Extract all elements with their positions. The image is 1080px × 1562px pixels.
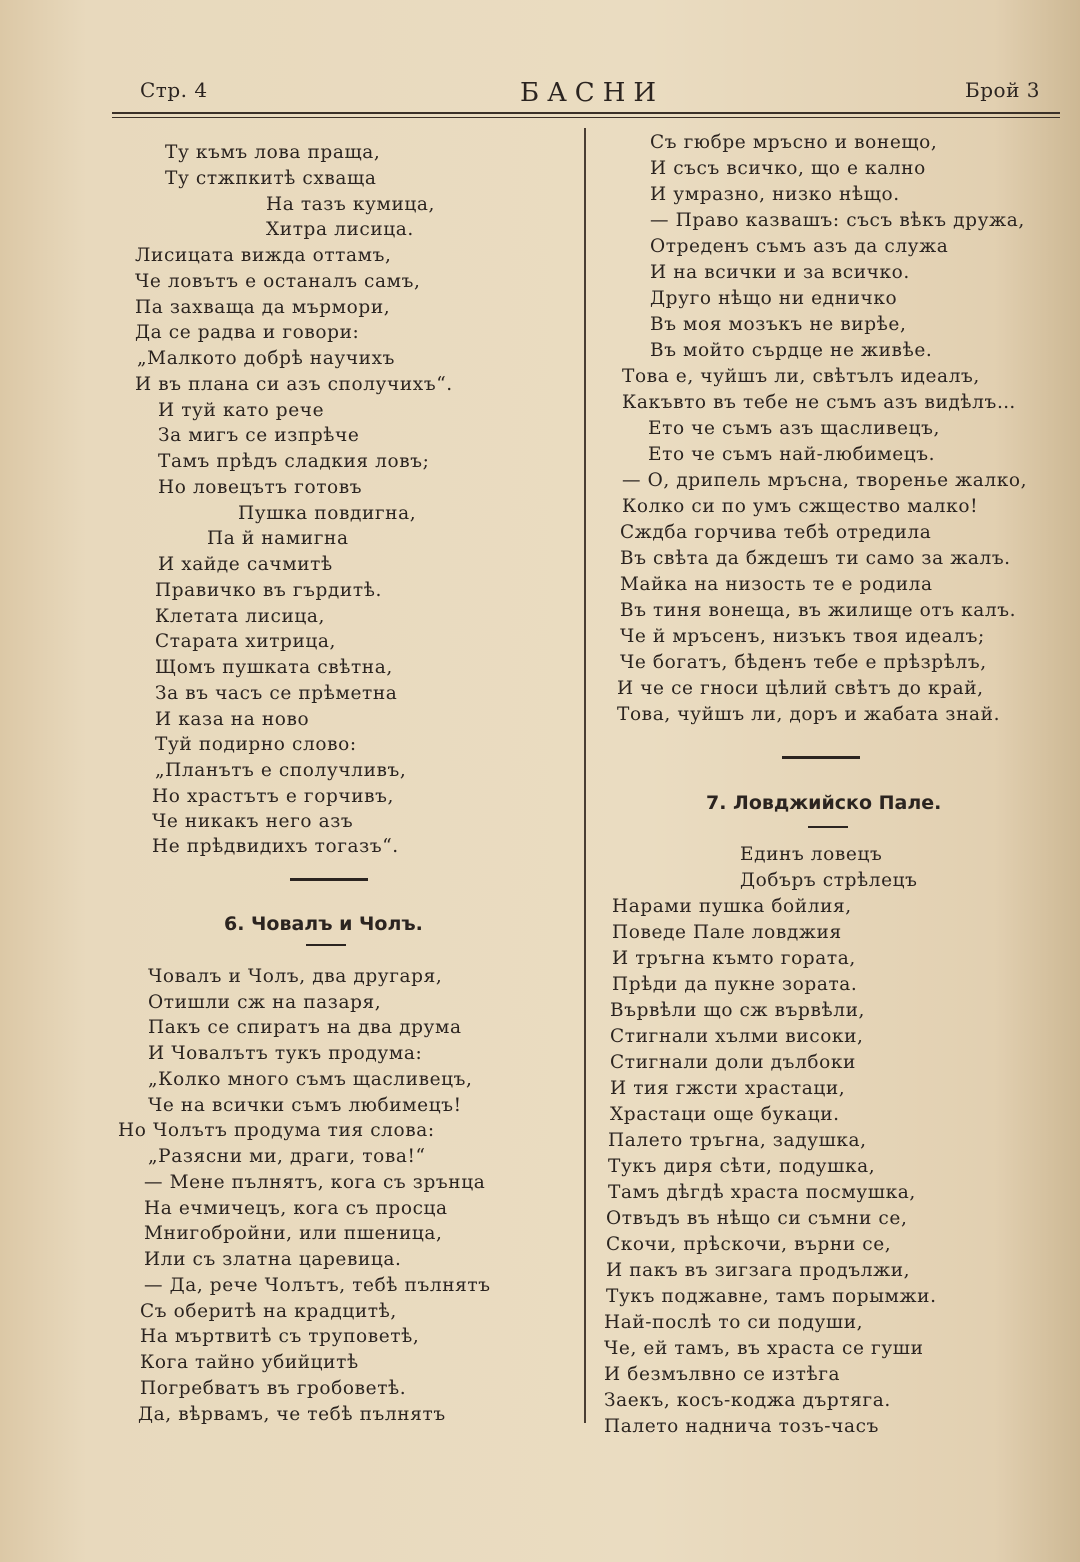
page-number: Стр. 4: [140, 78, 208, 102]
section-separator: [290, 878, 368, 881]
verse-line: Ето че съмъ азъ щасливецъ,: [648, 418, 940, 439]
verse-line: Но храстътъ е горчивъ,: [152, 786, 395, 807]
verse-line: И туй като рече: [158, 400, 325, 421]
verse-line: Тукъ диря сѣти, подушка,: [608, 1156, 876, 1177]
column-divider: [584, 128, 586, 1423]
verse-line: Да, вѣрвамъ, че тебѣ пълнятъ: [138, 1404, 446, 1425]
header-rule-thin: [112, 117, 1060, 118]
verse-line: Кога тайно убийцитѣ: [140, 1352, 359, 1373]
verse-line: Съ гюбре мръсно и вонещо,: [650, 132, 938, 153]
verse-line: И тръгна къмто гората,: [612, 948, 856, 969]
verse-line: Въ свѣта да бждешъ ти само за жалъ.: [620, 548, 1011, 569]
verse-line: Това, чуйшъ ли, доръ и жабата знай.: [617, 704, 1001, 725]
verse-line: Прѣди да пукне зората.: [612, 974, 858, 995]
verse-line: И тия гжсти храстаци,: [610, 1078, 846, 1099]
verse-line: Че никакъ него азъ: [152, 811, 354, 832]
verse-line: Ето че съмъ най-любимецъ.: [648, 444, 936, 465]
verse-line: Хитра лисица.: [266, 219, 414, 240]
fable-7-title: 7. Ловджийско Пале.: [706, 792, 942, 814]
verse-line: И въ плана си азъ сполучихъ“.: [135, 374, 453, 395]
verse-line: Вървѣли що сж вървѣли,: [610, 1000, 865, 1021]
verse-line: Не прѣдвидихъ тогазъ“.: [152, 836, 399, 857]
verse-line: Най-послѣ то си подуши,: [604, 1312, 864, 1333]
verse-line: Майка на низость те е родила: [620, 574, 933, 595]
verse-line: „Малкото добрѣ научихъ: [137, 348, 396, 369]
verse-line: Въ мойто сърдце не живѣе.: [650, 340, 933, 361]
verse-line: Ту стжпкитѣ схваща: [165, 168, 377, 189]
verse-line: Да се радва и говори:: [135, 322, 360, 343]
verse-line: Ту къмъ лова праща,: [165, 142, 381, 163]
verse-line: И хайде сачмитѣ: [158, 554, 333, 575]
verse-line: Палето тръгна, задушка,: [608, 1130, 867, 1151]
verse-line: Скочи, прѣскочи, върни се,: [606, 1234, 892, 1255]
verse-line: — Мене пълнятъ, кога съ зрънца: [144, 1172, 486, 1193]
verse-line: Правичко въ гърдитѣ.: [155, 580, 382, 601]
verse-line: Човалъ и Чолъ, два другаря,: [148, 966, 443, 987]
verse-line: Че на всички съмъ любимецъ!: [148, 1095, 462, 1116]
verse-line: Колко си по умъ сжщество малко!: [622, 496, 979, 517]
verse-line: И на всички и за всичко.: [650, 262, 910, 283]
verse-line: Храстаци още букаци.: [610, 1104, 840, 1125]
verse-line: Отреденъ съмъ азъ да служа: [650, 236, 949, 257]
verse-line: Отвъдъ въ нѣщо си съмни се,: [606, 1208, 908, 1229]
verse-line: — О, дрипель мръсна, творенье жалко,: [622, 470, 1028, 491]
header-rule: [112, 112, 1060, 114]
running-header: [140, 78, 1040, 108]
verse-line: За въ часъ се прѣметна: [155, 683, 398, 704]
verse-line: Пушка повдигна,: [238, 503, 417, 524]
title-underline: [808, 826, 848, 828]
verse-line: Че й мръсенъ, низъкъ твоя идеалъ;: [620, 626, 985, 647]
verse-line: На мъртвитѣ съ труповетѣ,: [140, 1326, 420, 1347]
verse-line: Тукъ поджавне, тамъ порымжи.: [606, 1286, 937, 1307]
verse-line: Погребватъ въ гробоветѣ.: [140, 1378, 407, 1399]
verse-line: Или съ златна царевица.: [144, 1249, 402, 1270]
verse-line: Палето надничa тозъ-часъ: [604, 1416, 879, 1437]
verse-line: Че ловътъ е останалъ самъ,: [135, 271, 421, 292]
verse-line: „Колко много съмъ щасливецъ,: [148, 1069, 473, 1090]
verse-line: „Разясни ми, драги, това!“: [148, 1146, 426, 1167]
verse-line: За мигъ се изпрѣче: [158, 425, 360, 446]
verse-line: Заекъ, косъ-коджа дъртяга.: [604, 1390, 891, 1411]
publication-title: БАСНИ: [520, 78, 665, 108]
verse-line: И умразно, низко нѣщо.: [650, 184, 900, 205]
verse-line: Стигнали хълми високи,: [610, 1026, 864, 1047]
verse-line: И безмълвно се изтѣга: [604, 1364, 841, 1385]
verse-line: И съсъ всичко, що е кално: [650, 158, 926, 179]
verse-line: Че богатъ, бѣденъ тебе е прѣзрѣлъ,: [620, 652, 987, 673]
verse-line: Нарами пушка бойлия,: [612, 896, 852, 917]
issue-number: Брой 3: [965, 78, 1040, 102]
verse-line: Поведе Пале ловджия: [612, 922, 842, 943]
verse-line: — Да, рече Чолътъ, тебѣ пълнятъ: [144, 1275, 491, 1296]
verse-line: Мнигобройни, или пшеница,: [144, 1223, 443, 1244]
verse-line: — Право казвашъ: съсъ вѣкъ дружа,: [650, 210, 1025, 231]
verse-line: Туй подирно слово:: [155, 734, 357, 755]
verse-line: Отишли сж на пазаря,: [148, 992, 382, 1013]
verse-line: Това е, чуйшъ ли, свѣтълъ идеалъ,: [622, 366, 980, 387]
verse-line: Щомъ пушката свѣтна,: [155, 657, 393, 678]
verse-line: На ечмичецъ, кога съ просца: [144, 1198, 448, 1219]
verse-line: И че се гноси цѣлий свѣтъ до край,: [617, 678, 984, 699]
verse-line: Съ оберитѣ на крадцитѣ,: [140, 1301, 397, 1322]
verse-line: Друго нѣщо ни едничко: [650, 288, 898, 309]
verse-line: Тамъ прѣдъ сладкия ловъ;: [158, 451, 430, 472]
verse-line: Но Чолътъ продума тия слова:: [118, 1120, 435, 1141]
verse-line: И каза на ново: [155, 709, 310, 730]
verse-line: Сждба горчива тебѣ отредила: [620, 522, 932, 543]
title-underline: [306, 944, 346, 946]
verse-line: Че, ей тамъ, въ храста се гуши: [604, 1338, 924, 1359]
verse-line: Пакъ се спиратъ на два друма: [148, 1017, 462, 1038]
verse-line: Но ловецътъ готовъ: [158, 477, 363, 498]
verse-line: Клетата лисица,: [155, 606, 326, 627]
verse-line: Въ моя мозъкъ не вирѣе,: [650, 314, 907, 335]
verse-line: И пакъ въ зигзага продължи,: [606, 1260, 911, 1281]
verse-line: „Планътъ е сполучливъ,: [155, 760, 407, 781]
fable-6-title: 6. Човалъ и Чолъ.: [224, 913, 423, 935]
verse-line: Какъвто въ тебе не съмъ азъ видѣлъ…: [622, 392, 1016, 413]
verse-line: Единъ ловецъ: [740, 844, 883, 865]
verse-line: Въ тиня вонеща, въ жилище отъ калъ.: [620, 600, 1017, 621]
verse-line: Тамъ дѣгдѣ храста посмушка,: [608, 1182, 916, 1203]
verse-line: Старата хитрица,: [155, 631, 337, 652]
verse-line: И Човалътъ тукъ продума:: [148, 1043, 423, 1064]
verse-line: Лисицата вижда оттамъ,: [135, 245, 392, 266]
verse-line: Стигнали доли дълбоки: [610, 1052, 856, 1073]
verse-line: Па захваща да мърмори,: [135, 297, 391, 318]
verse-line: Добъръ стрѣлецъ: [740, 870, 918, 891]
section-separator: [782, 756, 860, 759]
verse-line: Па й намигна: [207, 528, 349, 549]
verse-line: На тазъ кумица,: [266, 194, 436, 215]
